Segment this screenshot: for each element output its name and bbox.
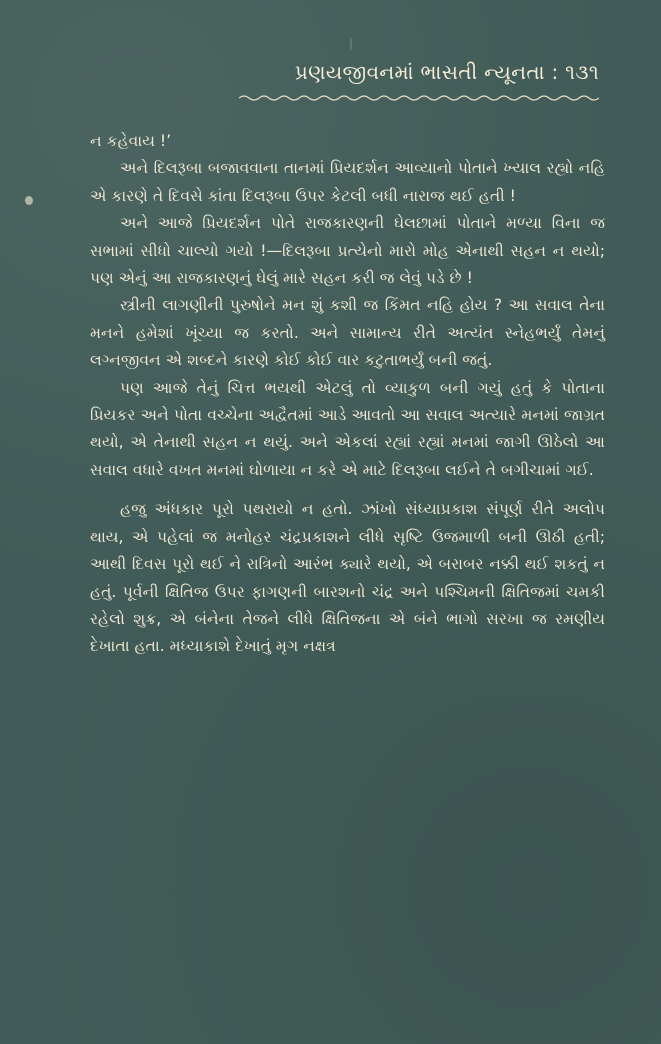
paragraph: ન કહેવાય !’ (90, 132, 172, 150)
paragraph: અને દિલરૂબા બજાવવાના તાનમાં પ્રિયદર્શન આવ્યાનો પોતાને ખ્યાલ રહ્યો નહિ એ કારણે તે દિવસે કાંતા દિલરૂબા ઉપર કેટલી બધી નારાજ થઈ હતી ! (90, 159, 605, 205)
margin-ink-dot (25, 196, 33, 205)
running-header: પ્રણયજીવનમાં ભાસતી ન્યૂનતા : ૧૩૧ (294, 60, 599, 84)
body-text (90, 128, 605, 661)
paragraph: સ્ત્રીની લાગણીની પુરુષોને મન શું કશી જ કિંમત નહિ હોય ? આ સવાલ તેના મનને હમેશાં ખૂંચ્યા જ કરતો. અને સામાન્ય રીતે અત્યંત સ્નેહભર્યું તેમનું લગ્નજીવન એ શબ્દને કારણે કોઈ કોઈ વાર કટુતાભર્યું બની જતું. (90, 296, 605, 370)
paragraph: અને આજે પ્રિયદર્શન પોતે રાજકારણની ઘેલછામાં પોતાને મળ્યા વિના જ સભામાં સીધો ચાલ્યો ગયો !—દિલરૂબા પ્રત્યેનો મારો મોહ એનાથી સહન ન થયો; પણ એનું આ રાજકારણનું ઘેલું મારે સહન કરી જ લેવું પડે છે ! (90, 214, 605, 288)
header-wavy-rule (239, 94, 599, 102)
paragraph: પણ આજે તેનું ચિત્ત ભયથી એટલું તો વ્યાકુળ બની ગયું હતું કે પોતાના પ્રિયકર અને પોતા વચ્ચેના અદ્વૈતમાં આડે આવતો આ સવાલ અત્યારે મનમાં જાગ્રત થયો, એ તેનાથી સહન ન થયું. અને એકલાં રહ્યાં રહ્યાં મનમાં જાગી ઊઠેલો આ સવાલ વધારે વખત મનમાં ઘોળાયા ન કરે એ માટે દિલરૂબા લઈને તે બગીચામાં ગઈ. (90, 378, 605, 479)
page-speck (350, 38, 352, 50)
paragraph: હજુ અંધકાર પૂરો પથરાયો ન હતો. ઝાંખો સંધ્યાપ્રકાશ સંપૂર્ણ રીતે અલોપ થાય, એ પહેલાં જ મનોહર ચંદ્રપ્રકાશને લીધે સૃષ્ટિ ઉજમાળી બની ઊઠી હતી; આથી દિવસ પૂરો થઈ ને રાત્રિનો આરંભ ક્યારે થયો, એ બરાબર નક્કી થઈ શકતું ન હતું. પૂર્વની ક્ષિતિજ ઉપર ફાગણની બારશનો ચંદ્ર અને પશ્ચિમની ક્ષિતિજમાં ચમકી રહેલો શુક્ર, એ બંનેના તેજને લીધે ક્ષિતિજના એ બંને ભાગો સરખા જ રમણીય દેખાતા હતા. મધ્યાકાશે દેખાતું મૃગ નક્ષત્ર (90, 500, 605, 656)
